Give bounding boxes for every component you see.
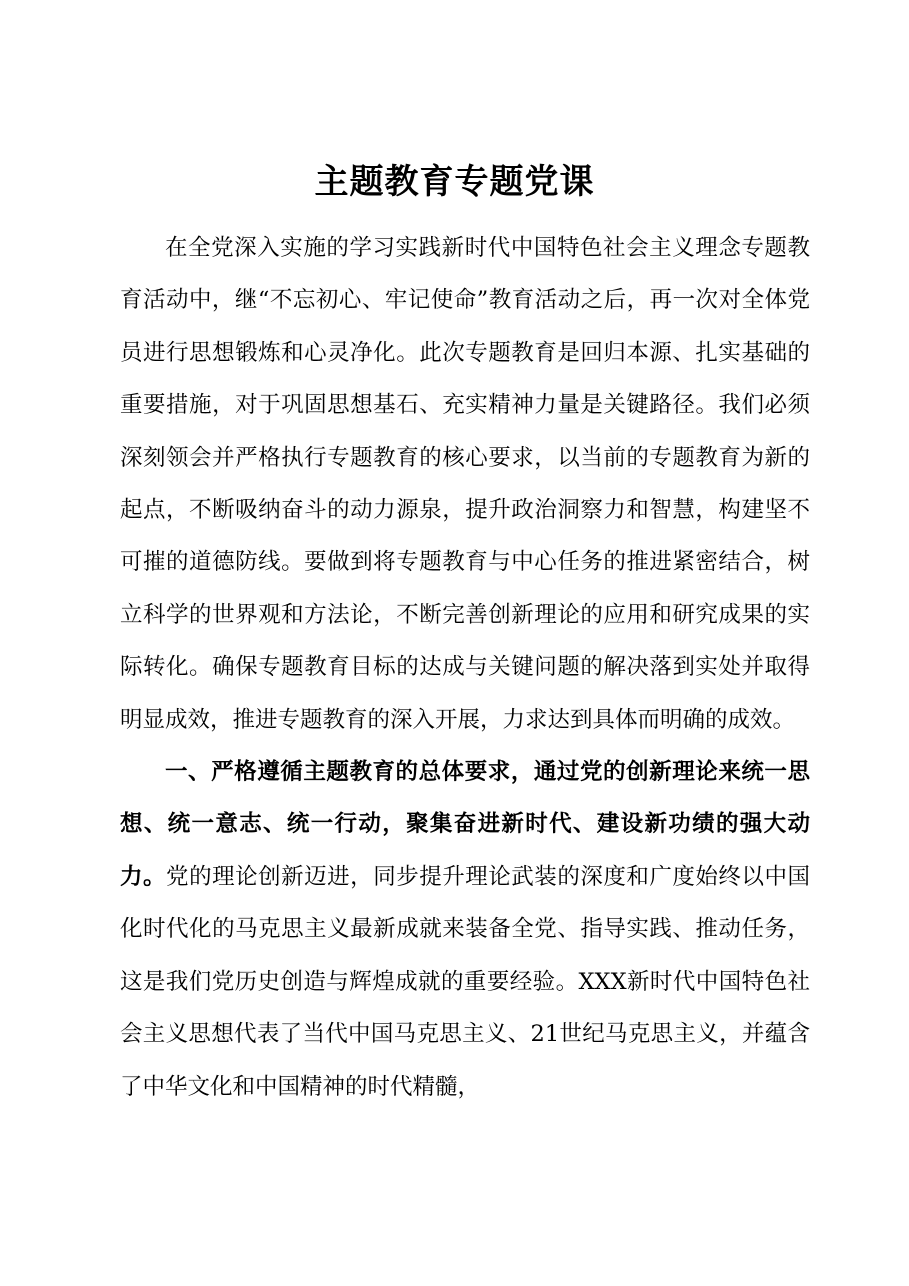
section-1-paragraph	[120, 746, 810, 1113]
intro-paragraph: 在全党深入实施的学习实践新时代中国特色社会主义理念专题教育活动中，继“不忘初心、牢记使命”教育活动之后，再一次对全体党员进行思想锻炼和心灵净化。此次专题教育是回归本源、扎实基础的重要措施，对于巩固思想基石、充实精神力量是关键路径。我们必须深刻领会并严格执行专题教育的核心要求，以当前的专题教育为新的起点，不断吸纳奋斗的动力源泉，提升政治洞察力和智慧，构建坚不可摧的道德防线。要做到将专题教育与中心任务的推进紧密结合，树立科学的世界观和方法论，不断完善创新理论的应用和研究成果的实际转化。确保专题教育目标的达成与关键问题的解决落到实处并取得明显成效，推进专题教育的深入开展，力求达到具体而明确的成效。	[120, 235, 810, 733]
section-1-text: 党的理论创新迈进，同步提升理论武装的深度和广度始终以中国化时代化的马克思主义最新成就来装备全党、指导实践、推动任务，这是我们党历史创造与辉煌成就的重要经验。XXX新时代中国特色社会主义思想代表了当代中国马克思主义、21世纪马克思主义，并蕴含了中华文化和中国精神的时代精髓，	[120, 863, 810, 1100]
document-title: 主题教育专题党课	[314, 162, 595, 202]
section-1-heading: 一、严格遵循主题教育的总体要求，通过党的创新理论来统一思想、统一意志、统一行动，聚集奋进新时代、建设新功绩的强大动力。	[120, 759, 810, 890]
document-body	[120, 222, 810, 1113]
